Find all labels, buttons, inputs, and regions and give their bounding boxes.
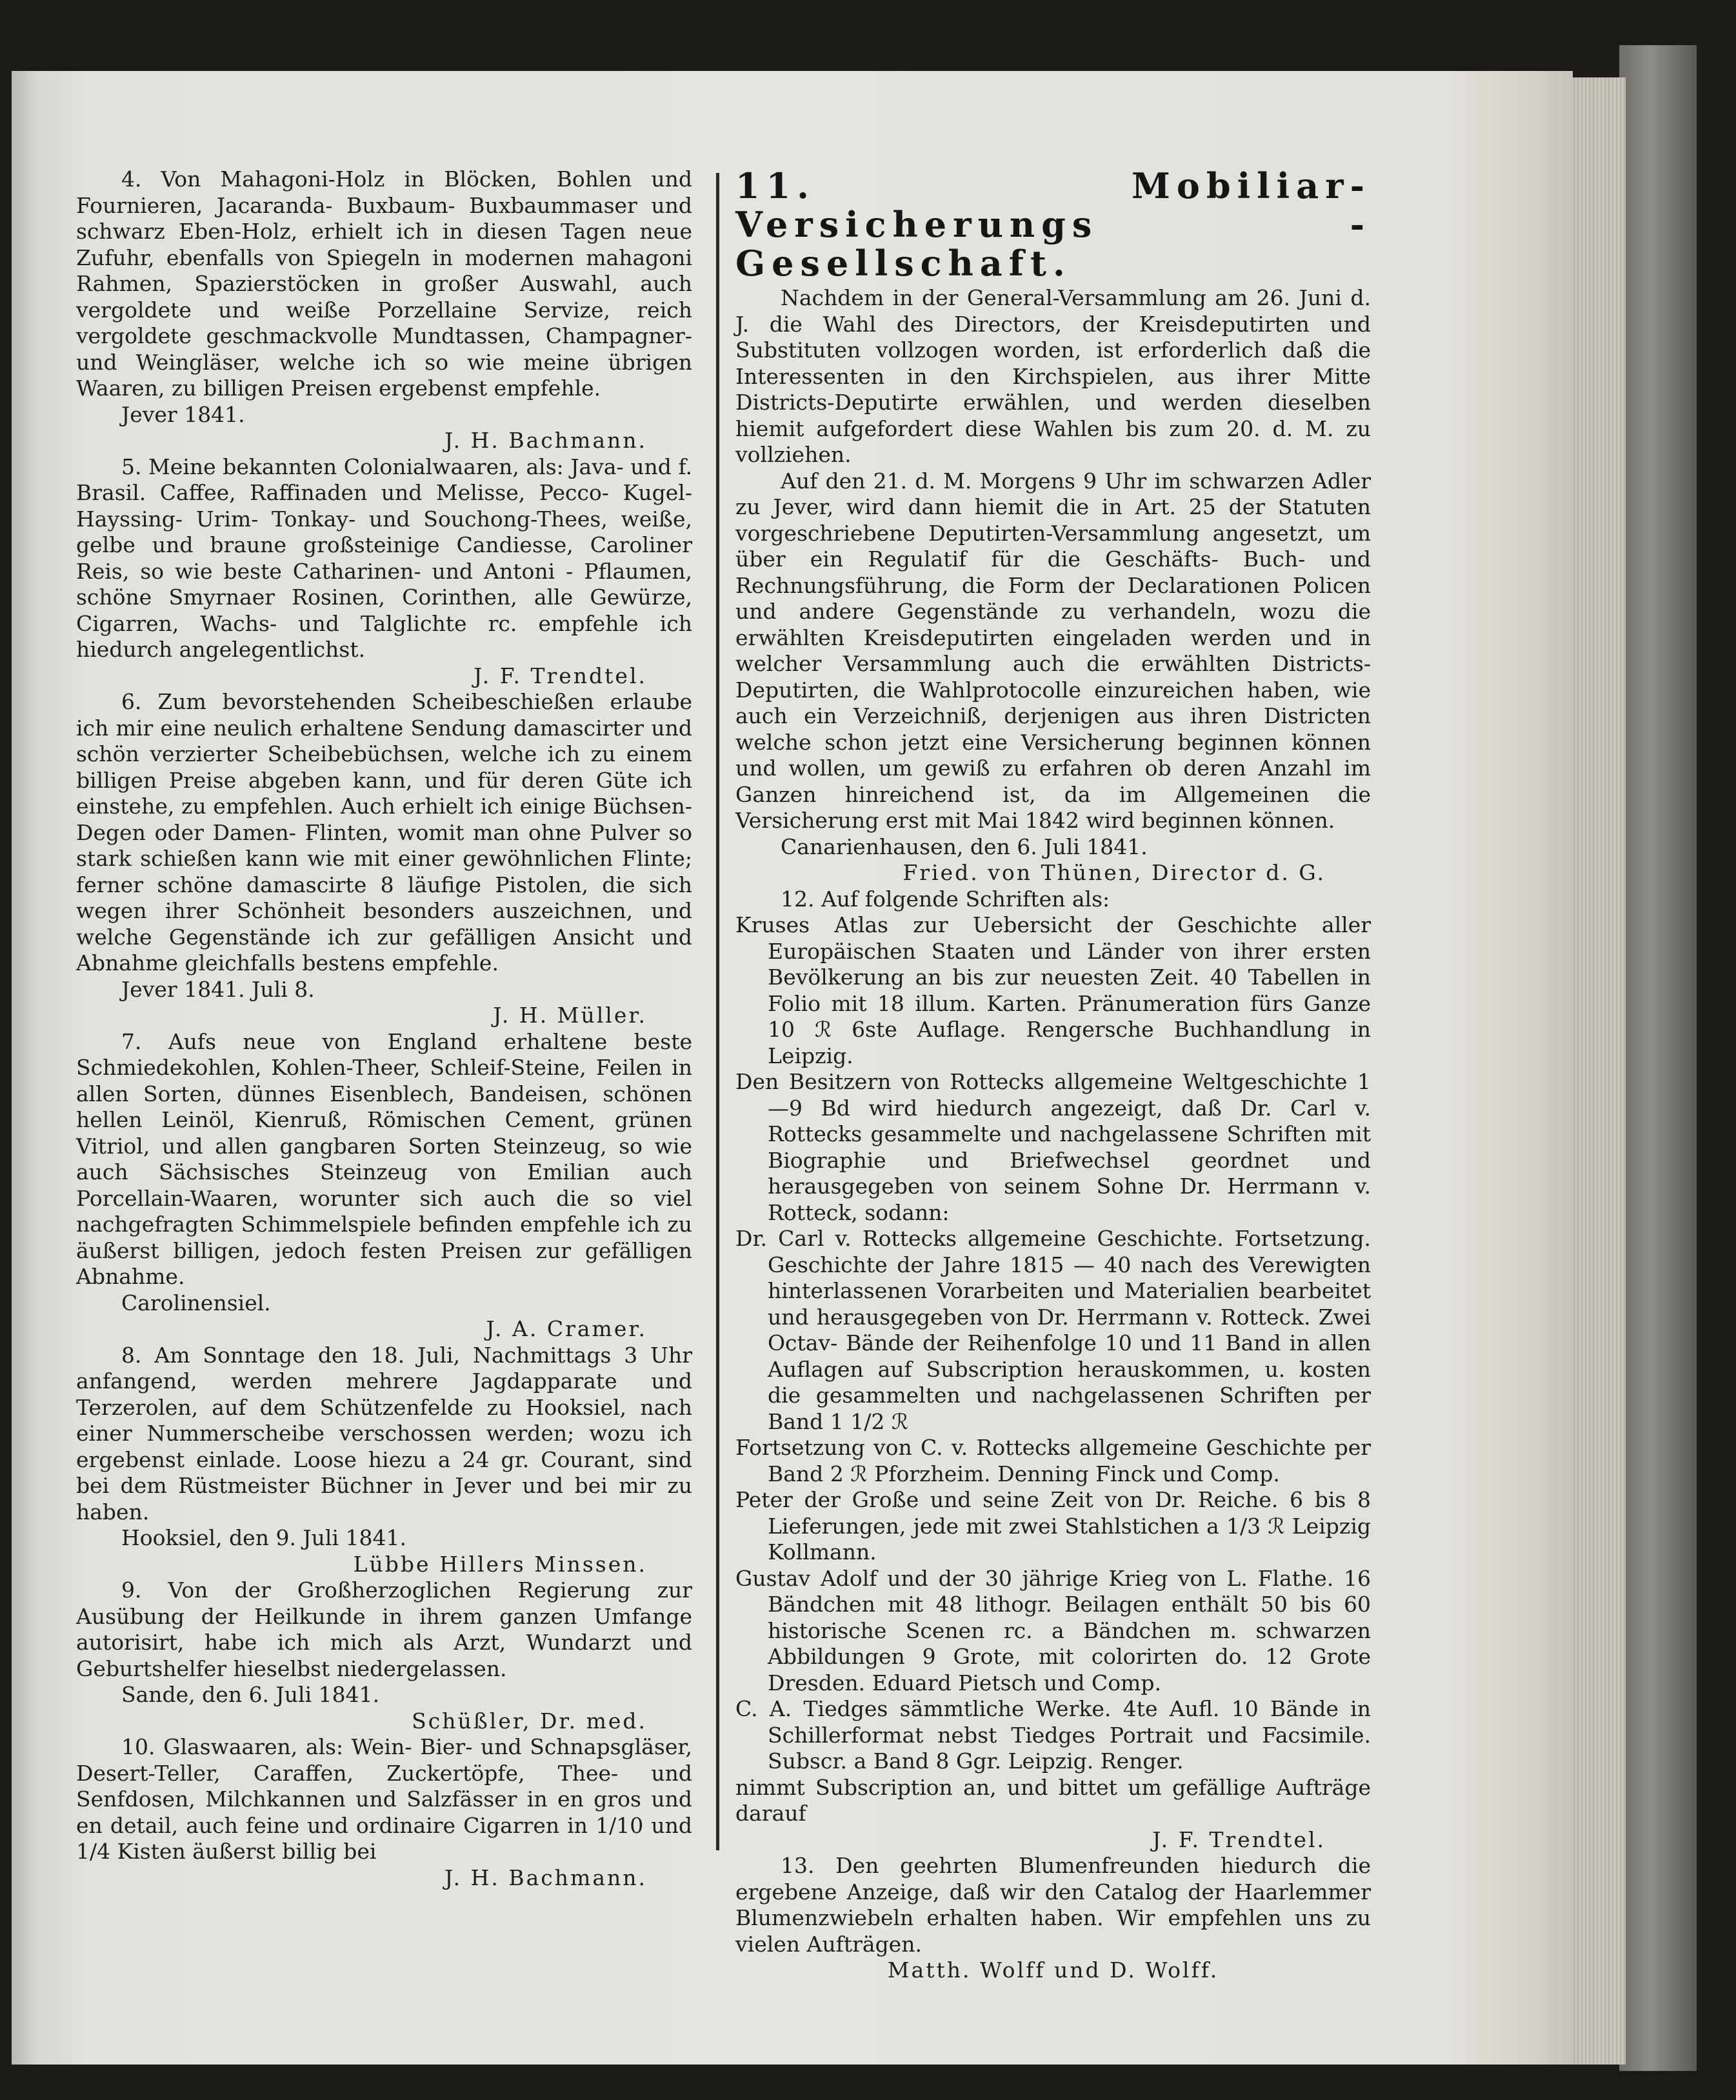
advert-10 (76, 1734, 692, 1891)
book-listing: Den Besitzern von Rottecks allgemeine Weltgeschichte 1—9 Bd wird hiedurch angezeigt, daß Dr. Carl v. Rottecks gesammelte und nachgelassene Schriften mit Biographie und Briefwechsel geordnet und herausgegeben von seinem Sohne Dr. Herrmann v. Rotteck, sodann: (735, 1069, 1371, 1225)
advert-5-text: 5. Meine bekannten Colonialwaaren, als: Java- und f. Brasil. Caffee, Raffinaden und Melisse, Pecco- Kugel- Hayssing- Urim- Tonkay- und Souchong-Thees, weiße, gelbe und braune großsteinige Candiesse, Caroliner Reis, so wie beste Catharinen- und Antoni - Pflaumen, schöne Smyrnaer Rosinen, Corinthen, alle Gewürze, Cigarren, Wachs- und Talglichte rc. empfehle ich hiedurch angelegentlichst. (76, 454, 692, 662)
advert-12-closing: nimmt Subscription an, und bittet um gefällige Aufträge darauf (735, 1774, 1371, 1826)
advert-11-paragraph-1: Nachdem in der General-Versammlung am 26. Juni d. J. die Wahl des Directors, der Kreisdeputirten und Substituten vollzogen worden, ist erforderlich daß die Interessenten in den Kirchspielen, aus ihrer Mitte Districts-Deputirte erwählen, und werden dieselben hiemit aufgefordert diese Wahlen bis zum 20. d. M. zu vollziehen. (735, 285, 1371, 467)
advert-6-place: Jever 1841. Juli 8. (121, 976, 315, 1002)
left-column (76, 166, 692, 1891)
advert-9 (76, 1577, 692, 1734)
advert-4-place: Jever 1841. (121, 401, 245, 427)
section-heading-line2: Versicherungs - Gesellschaft. (735, 204, 1371, 284)
advert-13-signature: Matth. Wolff und D. Wolff. (887, 1957, 1219, 1983)
advert-10-signature: J. H. Bachmann. (444, 1865, 647, 1890)
advert-9-signature: Schüßler, Dr. med. (412, 1708, 647, 1734)
book-listing: C. A. Tiedges sämmtliche Werke. 4te Aufl. 10 Bände in Schillerformat nebst Tiedges Portrait und Facsimile. Subscr. a Band 8 Ggr. Leipzig. Renger. (735, 1696, 1371, 1774)
advert-12-intro: 12. Auf folgende Schriften als: (781, 886, 1110, 912)
advert-5-signature: J. F. Trendtel. (474, 663, 647, 688)
column-divider (716, 173, 719, 1850)
advert-8-place: Hooksiel, den 9. Juli 1841. (121, 1525, 406, 1550)
book-listing: Fortsetzung von C. v. Rottecks allgemeine Geschichte per Band 2 ℛ Pforzheim. Denning Finck und Comp. (735, 1435, 1371, 1486)
advert-9-place: Sande, den 6. Juli 1841. (121, 1682, 380, 1707)
advert-7-signature: J. A. Cramer. (486, 1316, 647, 1341)
book-listing: Peter der Große und seine Zeit von Dr. Reiche. 6 bis 8 Lieferungen, jede mit zwei Stahlstichen a 1/3 ℛ Leipzig Kollmann. (735, 1487, 1371, 1565)
advert-9-text: 9. Von der Großherzoglichen Regierung zur Ausübung der Heilkunde in ihrem ganzen Umfange autorisirt, habe ich mich als Arzt, Wundarzt und Geburtshelfer hieselbst niedergelassen. (76, 1577, 692, 1681)
advert-6-text: 6. Zum bevorstehenden Scheibeschießen erlaube ich mir eine neulich erhaltene Sendung damascirter und schön verzierter Scheibebüchsen, welche ich zu einem billigen Preise abgeben kann, und für deren Güte ich einstehe, zu empfehlen. Auch erhielt ich einige Büchsen- Degen oder Damen- Flinten, womit man ohne Pulver so stark schießen kann wie mit einer gewöhnlichen Flinte; ferner schöne damascirte 8 läufige Pistolen, die sich wegen ihrer Schönheit besonders auszeichnen, und welche Gegenstände ich zur gefälligen Ansicht und Abnahme gleichfalls bestens empfehle. (76, 689, 692, 975)
advert-11-place: Canarienhausen, den 6. Juli 1841. (781, 834, 1148, 859)
right-column (735, 166, 1371, 1984)
advert-11-paragraph-2: Auf den 21. d. M. Morgens 9 Uhr im schwarzen Adler zu Jever, wird dann hiemit die in Art. 25 der Statuten vorgeschriebene Deputirten-Versammlung angesetzt, um über ein Regulatif für die Geschäfts- Buch- und Rechnungsführung, die Form der Declarationen Policen und andere Gegenstände zu verhandeln, wozu die erwählten Kreisdeputirten eingeladen werden und in welcher Versammlung auch die erwählten Districts-Deputirten, die Wahlprotocolle einzureichen haben, wie auch ein Verzeichniß, derjenigen aus ihren Districten welche schon jetzt eine Versicherung beginnen können und wollen, um gewiß zu erfahren ob deren Anzahl im Ganzen hinreichend ist, da im Allgemeinen die Versicherung erst mit Mai 1842 wird beginnen können. (735, 468, 1371, 833)
advert-7 (76, 1029, 692, 1343)
advert-4-signature: J. H. Bachmann. (444, 428, 647, 453)
advert-11-signature: Fried. von Thünen, Director d. G. (903, 860, 1326, 885)
advert-12-signature: J. F. Trendtel. (1152, 1826, 1326, 1852)
book-cover-edge (1619, 45, 1697, 2071)
advert-4 (76, 166, 692, 454)
advert-6-signature: J. H. Müller. (493, 1003, 647, 1028)
advert-8-signature: Lübbe Hillers Minssen. (353, 1551, 647, 1577)
advert-7-text: 7. Aufs neue von England erhaltene beste Schmiedekohlen, Kohlen-Theer, Schleif-Steine, Feilen in allen Sorten, dünnes Eisenblech, Bandeisen, schönen hellen Leinöl, Kienruß, Römischen Cement, grünen Vitriol, und allen gangbaren Sorten Steinzeug, so wie auch Sächsisches Steinzeug von Emilian auch Porcellain-Waaren, worunter sich auch die so viel nachgefragten Schimmelspiele befinden empfehle ich zu äußerst billigen, jedoch festen Preisen zur gefälligen Abnahme. (76, 1028, 692, 1289)
book-listing: Gustav Adolf und der 30 jährige Krieg von L. Flathe. 16 Bändchen mit 48 lithogr. Beilagen enthält 50 bis 60 historische Scenen rc. a Bändchen m. schwarzen Abbildungen 9 Grote, mit colorirten do. 12 Grote Dresden. Eduard Pietsch und Comp. (735, 1565, 1371, 1695)
section-heading-line1: 11. Mobiliar- (735, 165, 1371, 206)
advert-10-text: 10. Glaswaaren, als: Wein- Bier- und Schnapsgläser, Desert-Teller, Caraffen, Zuckertöpfe, Thee- und Senfdosen, Milchkannen und Salzfässer in en gros und en detail, auch feine und ordinaire Cigarren in 1/10 und 1/4 Kisten äußerst billig bei (76, 1734, 692, 1864)
book-listing: Kruses Atlas zur Uebersicht der Geschichte aller Europäischen Staaten und Länder von ihrer ersten Bevölkerung an bis zur neuesten Zeit. 40 Tabellen in Folio mit 18 illum. Karten. Pränumeration fürs Ganze 10 ℛ 6ste Auflage. Rengersche Buchhandlung in Leipzig. (735, 912, 1371, 1068)
advert-8 (76, 1343, 692, 1578)
advert-7-place: Carolinensiel. (121, 1290, 271, 1315)
advert-4-text: 4. Von Mahagoni-Holz in Blöcken, Bohlen und Fournieren, Jacaranda- Buxbaum- Buxbaummaser und schwarz Eben-Holz, erhielt ich in diesen Tagen neue Zufuhr, ebenfalls von Spiegeln in modernen mahagoni Rahmen, Spazierstöcken in großer Auswahl, auch vergoldete und weiße Porzellaine Servize, reich vergoldete geschmackvolle Mundtassen, Champagner- und Weingläser, welche ich so wie meine übrigen Waaren, zu billigen Preisen ergebenst empfehle. (76, 166, 692, 401)
advert-13-text: 13. Den geehrten Blumenfreunden hiedurch die ergebene Anzeige, daß wir den Catalog der Haarlemmer Blumenzwiebeln erhalten haben. Wir empfehlen uns zu vielen Aufträgen. (735, 1853, 1371, 1957)
book-listing: Dr. Carl v. Rottecks allgemeine Geschichte. Fortsetzung. Geschichte der Jahre 1815 — 40 nach des Verewigten hinterlassenen Vorarbeiten und Materialien bearbeitet und herausgegeben von Dr. Herrmann v. Rotteck. Zwei Octav- Bände der Reihenfolge 10 und 11 Band in allen Auflagen auf Subscription herauskommen, u. kosten die gesammelten und nachgelassenen Schriften per Band 1 1/2 ℛ (735, 1226, 1371, 1434)
advert-8-text: 8. Am Sonntage den 18. Juli, Nachmittags 3 Uhr anfangend, werden mehrere Jagdapparate und Terzerolen, auf dem Schützenfelde zu Hooksiel, nach einer Nummerscheibe verschossen werden; wozu ich ergebenst einlade. Loose hiezu a 24 gr. Courant, sind bei dem Rüstmeister Büchner in Jever und bei mir zu haben. (76, 1342, 692, 1525)
advert-5 (76, 454, 692, 690)
advert-6 (76, 689, 692, 1029)
